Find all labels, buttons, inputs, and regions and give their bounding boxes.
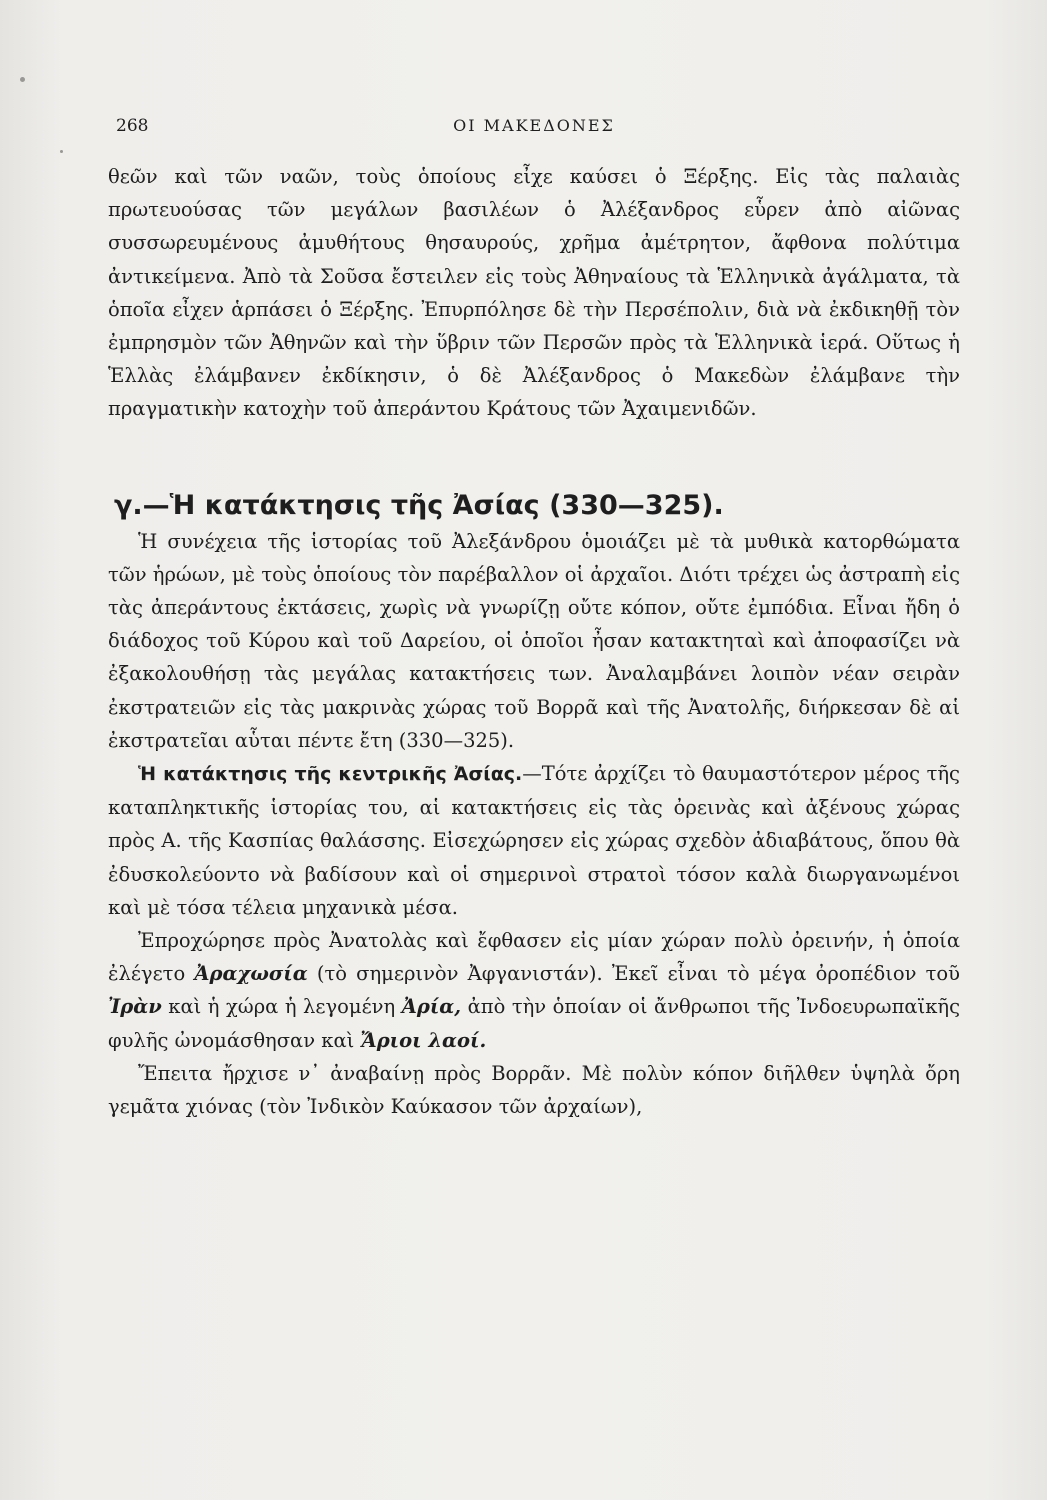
page-body [108, 160, 960, 1123]
run-in-heading: Ἡ κατάκτησις τῆς κεντρικῆς Ἀσίας. [138, 763, 523, 786]
paper-speck [60, 150, 63, 153]
paragraph-3-text: —Τότε ἀρχίζει τὸ θαυμαστότερον μέρος τῆς καταπληκτικῆς ἱστορίας του, αἱ κατακτήσεις εἰς τὰς ὀρεινὰς καὶ ἀξένους χώρας πρὸς Α. τῆς Κασπίας θαλάσσης. Εἰσεχώρησεν εἰς χώρας σχεδὸν ἀδιαβάτους, ὅπου θὰ ἐδυσκολεύοντο νὰ βαδίσουν καὶ οἱ σημερινοὶ στρατοὶ τόσον καλὰ διωργανωμένοι καὶ μὲ τόσα τέλεια μηχανικὰ μέσα. [108, 762, 960, 919]
paragraph-1: θεῶν καὶ τῶν ναῶν, τοὺς ὁποίους εἶχε καύσει ὁ Ξέρξης. Εἰς τὰς παλαιὰς πρωτευούσας τῶν μεγάλων βασιλέων ὁ Ἀλέξανδρος εὗρεν ἀπὸ αἰῶνας συσσωρευμένους ἀμυθήτους θησαυρούς, χρῆμα ἀμέτρητον, ἄφθονα πολύτιμα ἀντικείμενα. Ἀπὸ τὰ Σοῦσα ἔστειλεν εἰς τοὺς Ἀθηναίους τὰ Ἑλληνικὰ ἀγάλματα, τὰ ὁποῖα εἶχεν ἁρπάσει ὁ Ξέρξης. Ἐπυρπόλησε δὲ τὴν Περσέπολιν, διὰ νὰ ἐκδικηθῇ τὸν ἐμπρησμὸν τῶν Ἀθηνῶν καὶ τὴν ὕβριν τῶν Περσῶν πρὸς τὰ Ἑλληνικὰ ἱερά. Οὕτως ἡ Ἑλλὰς ἐλάμβανεν ἐκδίκησιν, ὁ δὲ Ἀλέξανδρος ὁ Μακεδὼν ἐλάμβανε τὴν πραγματικὴν κατοχὴν τοῦ ἀπεράντου Κράτους τῶν Ἀχαιμενιδῶν. [108, 165, 960, 421]
paragraph-2: Ἡ συνέχεια τῆς ἱστορίας τοῦ Ἀλεξάνδρου ὁμοιάζει μὲ τὰ μυθικὰ κατορθώματα τῶν ἡρώων, μὲ τοὺς ὁποίους τὸν παρέβαλλον οἱ ἀρχαῖοι. Διότι τρέχει ὡς ἀστραπὴ εἰς τὰς ἀπεράντους ἐκτάσεις, χωρὶς νὰ γνωρίζῃ οὔτε κόπον, οὔτε ἐμπόδια. Εἶναι ἤδη ὁ διάδοχος τοῦ Κύρου καὶ τοῦ Δαρείου, οἱ ὁποῖοι ἦσαν κατακτηταὶ καὶ ἀποφασίζει νὰ ἐξακολουθήσῃ τὰς μεγάλας κατακτήσεις των. Ἀναλαμβάνει λοιπὸν νέαν σειρὰν ἐκστρατειῶν εἰς τὰς μακρινὰς χώρας τοῦ Βορρᾶ καὶ τῆς Ἀνατολῆς, διήρκεσαν δὲ αἱ ἐκστρατεῖαι αὗται πέντε ἔτη (330—325). [108, 529, 960, 752]
running-title: ΟΙ ΜΑΚΕΔΟΝΕΣ [453, 116, 615, 135]
paragraph-5: Ἔπειτα ἤρχισε ν᾿ ἀναβαίνῃ πρὸς Βορρᾶν. Μὲ πολὺν κόπον διῆλθεν ὑψηλὰ ὄρη γεμᾶτα χιόνας (τὸν Ἰνδικὸν Καύκασον τῶν ἀρχαίων), [108, 1061, 960, 1119]
paragraph-4-text-2: (τὸ σημερινὸν Ἀφγανιστάν). Ἐκεῖ εἶναι τὸ μέγα ὀροπέδιον τοῦ [307, 962, 960, 986]
paragraph-3 [108, 757, 960, 924]
page-header [108, 116, 960, 142]
paper-speck [20, 77, 25, 82]
term-arachosia: Ἀραχωσία [194, 962, 308, 986]
paragraph-4-text-3: καὶ ἡ χώρα ἡ λεγομένη [161, 995, 402, 1019]
term-aria: Ἀρία, [401, 995, 462, 1019]
section-heading: γ.—Ἡ κατάκτησις τῆς Ἀσίας (330—325). [114, 489, 724, 521]
page-number: 268 [116, 116, 149, 136]
paragraph-4-text-4: ἀπὸ τὴν ὁποίαν οἱ ἄνθρωποι τῆς Ἰνδοευρωπαϊκῆς φυλῆς ὠνομάσθησαν καὶ [108, 995, 961, 1052]
paragraph-4 [108, 924, 960, 1057]
term-arioi-laoi: Ἄριοι λαοί. [360, 1028, 487, 1052]
paragraph-4-text-1: Ἐπροχώρησε πρὸς Ἀνατολὰς καὶ ἔφθασεν εἰς μίαν χώραν πολὺ ὀρεινήν, ἡ ὁποία ἐλέγετο [108, 929, 960, 986]
term-iran: Ἰρὰν [108, 995, 162, 1019]
